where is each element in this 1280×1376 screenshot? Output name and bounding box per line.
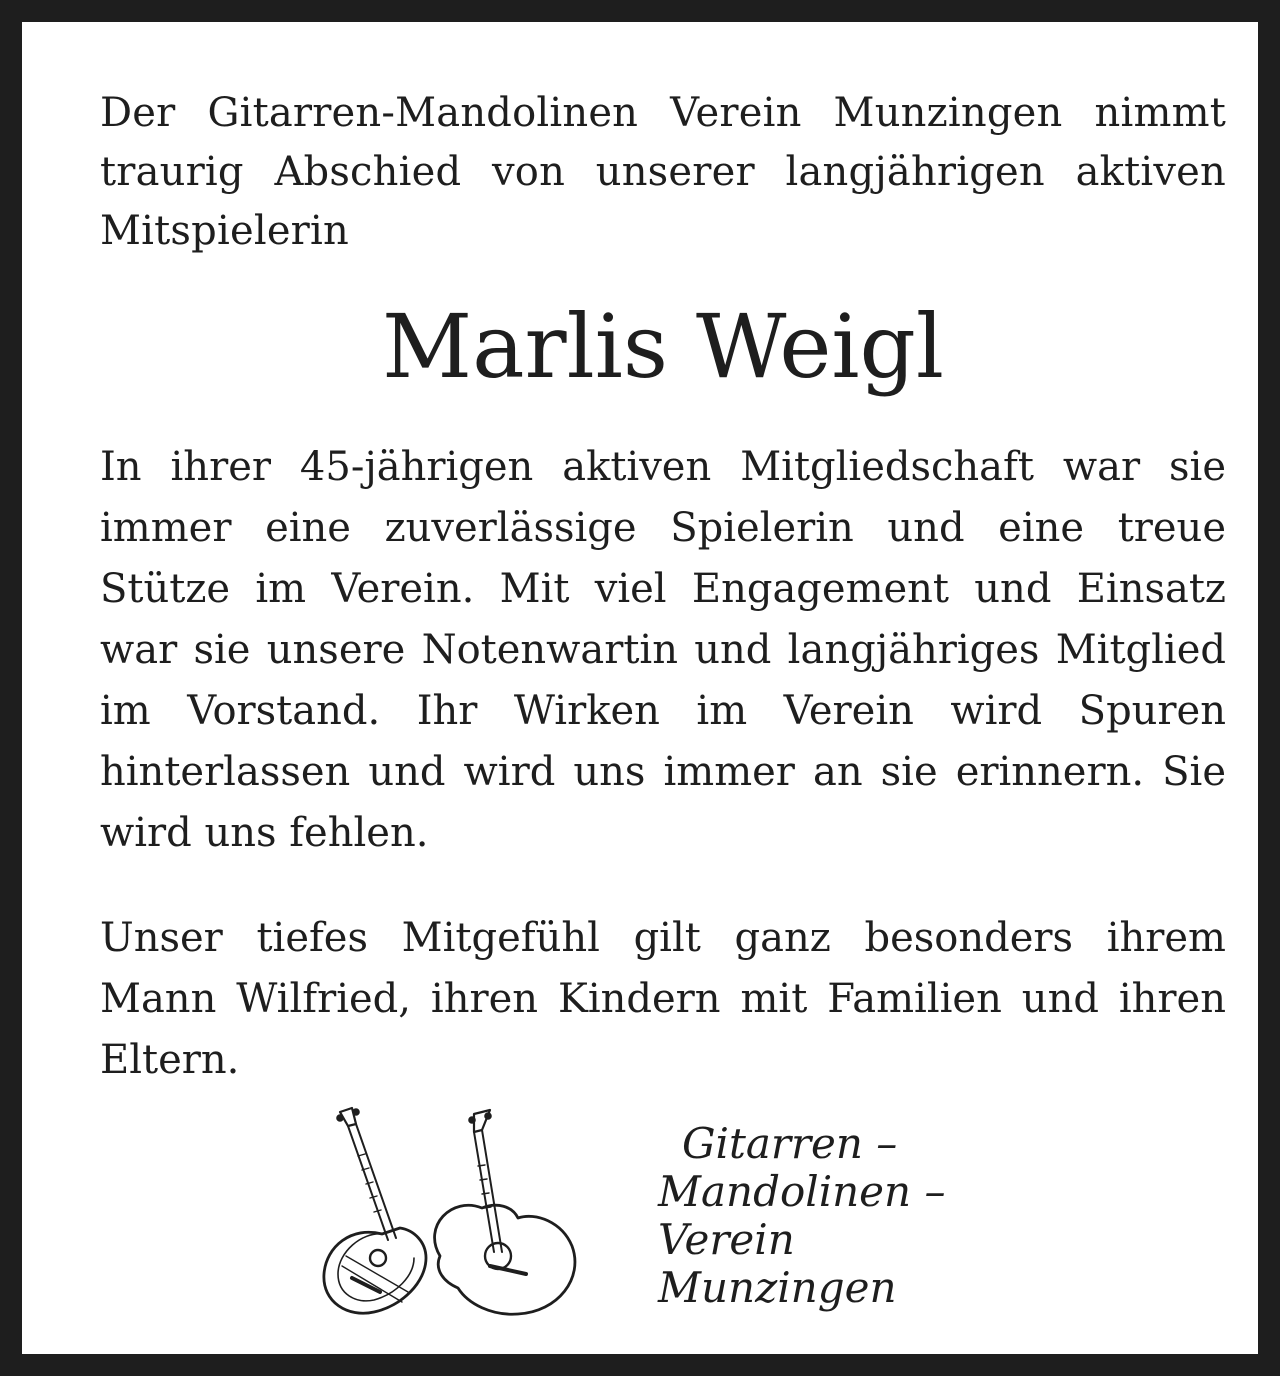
logo-line-verein: Verein (658, 1215, 795, 1264)
deceased-name: Marlis Weigl (381, 295, 945, 398)
body-paragraph: In ihrer 45-jährigen aktiven Mitgliedschaft war sie immer eine zuverlässige Spielerin und eine treue Stütze im Verein. Mit viel Engagement und Einsatz war sie unsere Notenwartin und langjähriges Mitglied im Vorstand. Ihr Wirken im Verein wird Spuren hinterlassen und wird uns immer an sie erinnern. Sie wird uns fehlen. (100, 444, 1226, 856)
club-logo (322, 1106, 1022, 1326)
logo-line-gitarren: Gitarren – (682, 1119, 898, 1168)
condolence-paragraph: Unser tiefes Mitgefühl gilt ganz besonders ihrem Mann Wilfried, ihren Kindern mit Familien und ihren Eltern. (100, 915, 1226, 1083)
club-logo-text (658, 1120, 945, 1312)
notice-content (100, 84, 1226, 1091)
logo-line-mandolinen: Mandolinen – (658, 1167, 946, 1216)
logo-line-munzingen: Munzingen (658, 1263, 897, 1312)
intro-paragraph: Der Gitarren-Mandolinen Verein Munzingen nimmt traurig Abschied von unserer langjährigen aktiven Mitspielerin (100, 90, 1226, 254)
crossed-mandolin-and-guitar-icon (322, 1106, 582, 1318)
